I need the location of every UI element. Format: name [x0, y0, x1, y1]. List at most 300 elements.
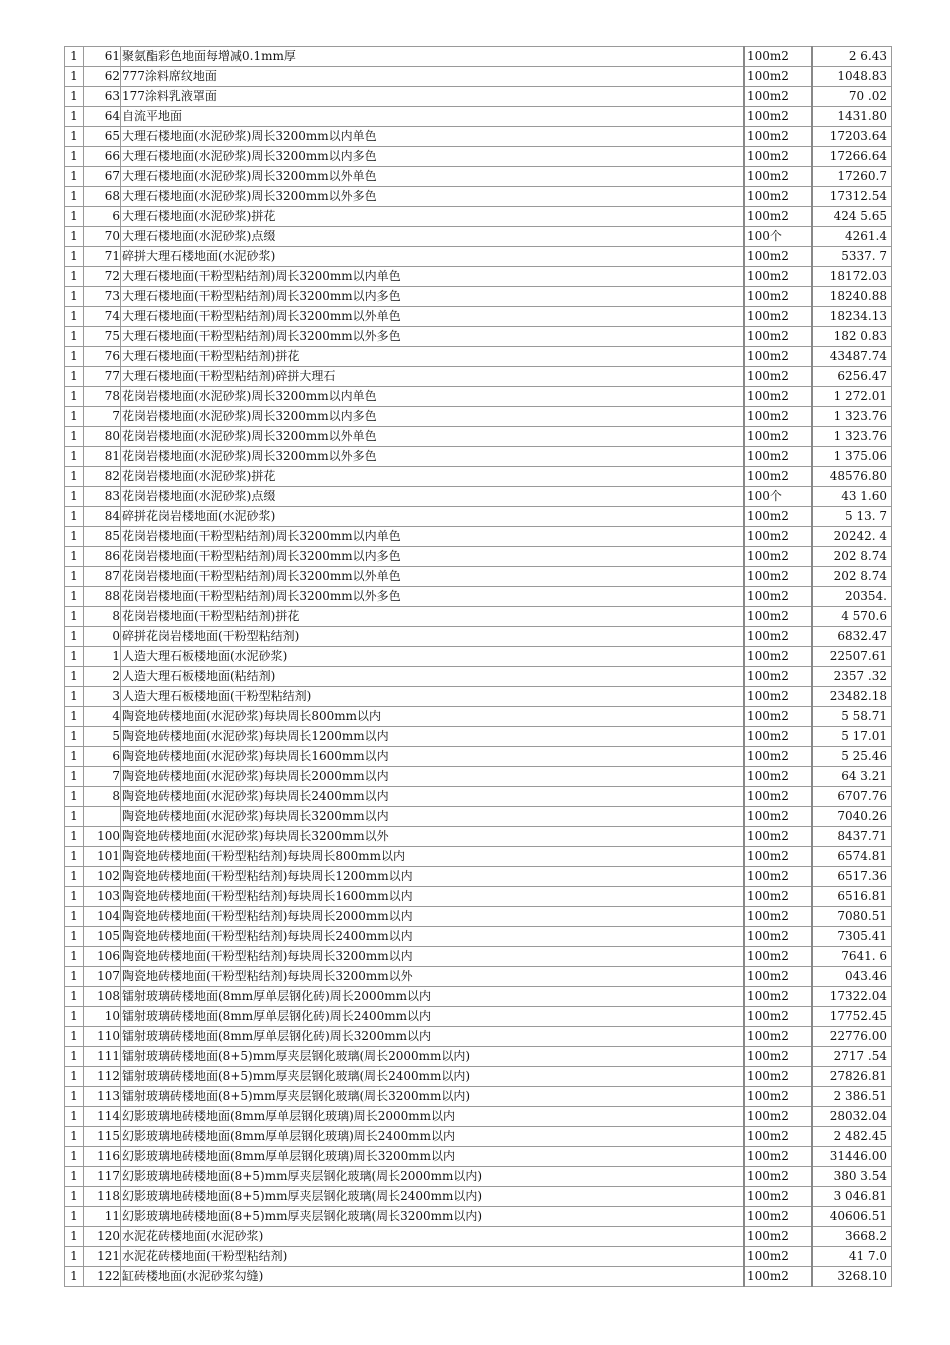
item-number-cell: 86	[84, 547, 121, 567]
price-cell: 043.46	[812, 967, 892, 987]
chapter-cell: 1	[65, 967, 84, 987]
price-cell: 22776.00	[812, 1027, 892, 1047]
item-name-cell: 碎拼花岗岩楼地面(干粉型粘结剂)	[121, 627, 745, 647]
table-row	[65, 167, 892, 187]
chapter-cell: 1	[65, 1047, 84, 1067]
item-number-cell: 0	[84, 627, 121, 647]
item-number-cell: 2	[84, 667, 121, 687]
unit-cell: 100m2	[744, 107, 812, 127]
chapter-cell: 1	[65, 1207, 84, 1227]
table-row	[65, 1247, 892, 1267]
table-row	[65, 227, 892, 247]
price-cell: 20354.	[812, 587, 892, 607]
unit-cell: 100m2	[744, 687, 812, 707]
item-number-cell: 106	[84, 947, 121, 967]
price-cell: 202 8.74	[812, 547, 892, 567]
table-row	[65, 1007, 892, 1027]
item-number-cell: 116	[84, 1147, 121, 1167]
item-name-cell: 陶瓷地砖楼地面(水泥砂浆)每块周长1200mm以内	[121, 727, 745, 747]
unit-cell: 100m2	[744, 347, 812, 367]
table-row	[65, 427, 892, 447]
unit-cell: 100m2	[744, 1227, 812, 1247]
unit-cell: 100m2	[744, 267, 812, 287]
chapter-cell: 1	[65, 427, 84, 447]
item-number-cell: 8	[84, 787, 121, 807]
price-cell: 2 386.51	[812, 1087, 892, 1107]
item-name-cell: 幻影玻璃地砖楼地面(8mm厚单层钢化玻璃)周长2400mm以内	[121, 1127, 745, 1147]
item-name-cell: 幻影玻璃地砖楼地面(8mm厚单层钢化玻璃)周长2000mm以内	[121, 1107, 745, 1127]
unit-cell: 100m2	[744, 187, 812, 207]
unit-cell: 100m2	[744, 887, 812, 907]
item-number-cell: 118	[84, 1187, 121, 1207]
item-name-cell: 大理石楼地面(干粉型粘结剂)周长3200mm以内单色	[121, 267, 745, 287]
price-cell: 380 3.54	[812, 1167, 892, 1187]
unit-cell: 100m2	[744, 927, 812, 947]
table-row	[65, 307, 892, 327]
chapter-cell: 1	[65, 247, 84, 267]
unit-cell: 100m2	[744, 1047, 812, 1067]
chapter-cell: 1	[65, 767, 84, 787]
chapter-cell: 1	[65, 1147, 84, 1167]
item-name-cell: 花岗岩楼地面(水泥砂浆)周长3200mm以外多色	[121, 447, 745, 467]
unit-cell: 100m2	[744, 587, 812, 607]
chapter-cell: 1	[65, 1067, 84, 1087]
table-row	[65, 887, 892, 907]
item-name-cell: 陶瓷地砖楼地面(干粉型粘结剂)每块周长3200mm以内	[121, 947, 745, 967]
price-cell: 18234.13	[812, 307, 892, 327]
chapter-cell: 1	[65, 207, 84, 227]
price-cell: 7040.26	[812, 807, 892, 827]
item-number-cell	[84, 807, 121, 827]
table-row	[65, 1127, 892, 1147]
table-row	[65, 1027, 892, 1047]
chapter-cell: 1	[65, 287, 84, 307]
item-number-cell: 122	[84, 1267, 121, 1287]
table-row	[65, 447, 892, 467]
item-number-cell: 110	[84, 1027, 121, 1047]
table-row	[65, 407, 892, 427]
unit-cell: 100m2	[744, 647, 812, 667]
item-number-cell: 1	[84, 647, 121, 667]
item-number-cell: 65	[84, 127, 121, 147]
item-name-cell: 花岗岩楼地面(水泥砂浆)点缀	[121, 487, 745, 507]
item-number-cell: 61	[84, 47, 121, 67]
unit-cell: 100m2	[744, 547, 812, 567]
item-number-cell: 101	[84, 847, 121, 867]
item-number-cell: 71	[84, 247, 121, 267]
table-row	[65, 1107, 892, 1127]
table-row	[65, 867, 892, 887]
unit-cell: 100个	[744, 227, 812, 247]
table-row	[65, 367, 892, 387]
price-cell: 17260.7	[812, 167, 892, 187]
table-row	[65, 67, 892, 87]
unit-cell: 100m2	[744, 1187, 812, 1207]
chapter-cell: 1	[65, 347, 84, 367]
chapter-cell: 1	[65, 827, 84, 847]
price-cell: 424 5.65	[812, 207, 892, 227]
unit-cell: 100m2	[744, 1027, 812, 1047]
price-cell: 1 323.76	[812, 407, 892, 427]
price-cell: 7080.51	[812, 907, 892, 927]
item-number-cell: 75	[84, 327, 121, 347]
item-name-cell: 人造大理石板楼地面(水泥砂浆)	[121, 647, 745, 667]
unit-cell: 100m2	[744, 47, 812, 67]
unit-cell: 100m2	[744, 1087, 812, 1107]
price-cell: 22507.61	[812, 647, 892, 667]
unit-cell: 100m2	[744, 387, 812, 407]
item-name-cell: 花岗岩楼地面(水泥砂浆)周长3200mm以外单色	[121, 427, 745, 447]
table-row	[65, 547, 892, 567]
table-row	[65, 347, 892, 367]
item-number-cell: 74	[84, 307, 121, 327]
item-name-cell: 花岗岩楼地面(干粉型粘结剂)拼花	[121, 607, 745, 627]
item-number-cell: 5	[84, 727, 121, 747]
item-name-cell: 陶瓷地砖楼地面(水泥砂浆)每块周长800mm以内	[121, 707, 745, 727]
chapter-cell: 1	[65, 807, 84, 827]
table-row	[65, 827, 892, 847]
item-number-cell: 7	[84, 407, 121, 427]
item-name-cell: 大理石楼地面(水泥砂浆)周长3200mm以内单色	[121, 127, 745, 147]
table-row	[65, 327, 892, 347]
unit-cell: 100m2	[744, 247, 812, 267]
item-name-cell: 幻影玻璃地砖楼地面(8+5)mm厚夹层钢化玻璃(周长2000mm以内)	[121, 1167, 745, 1187]
unit-cell: 100m2	[744, 1127, 812, 1147]
unit-cell: 100m2	[744, 1067, 812, 1087]
item-number-cell: 80	[84, 427, 121, 447]
item-number-cell: 11	[84, 1207, 121, 1227]
chapter-cell: 1	[65, 1027, 84, 1047]
price-cell: 6516.81	[812, 887, 892, 907]
table-row	[65, 967, 892, 987]
item-name-cell: 镭射玻璃砖楼地面(8+5)mm厚夹层钢化玻璃(周长2000mm以内)	[121, 1047, 745, 1067]
item-name-cell: 花岗岩楼地面(干粉型粘结剂)周长3200mm以内多色	[121, 547, 745, 567]
item-name-cell: 碎拼大理石楼地面(水泥砂浆)	[121, 247, 745, 267]
unit-cell: 100m2	[744, 127, 812, 147]
item-name-cell: 镭射玻璃砖楼地面(8+5)mm厚夹层钢化玻璃(周长3200mm以内)	[121, 1087, 745, 1107]
price-cell: 17266.64	[812, 147, 892, 167]
table-row	[65, 587, 892, 607]
unit-cell: 100m2	[744, 507, 812, 527]
chapter-cell: 1	[65, 1127, 84, 1147]
chapter-cell: 1	[65, 1247, 84, 1267]
item-number-cell: 4	[84, 707, 121, 727]
item-name-cell: 大理石楼地面(干粉型粘结剂)周长3200mm以外多色	[121, 327, 745, 347]
chapter-cell: 1	[65, 987, 84, 1007]
chapter-cell: 1	[65, 147, 84, 167]
item-name-cell: 陶瓷地砖楼地面(水泥砂浆)每块周长3200mm以内	[121, 807, 745, 827]
chapter-cell: 1	[65, 227, 84, 247]
unit-cell: 100m2	[744, 1207, 812, 1227]
item-number-cell: 85	[84, 527, 121, 547]
item-number-cell: 68	[84, 187, 121, 207]
price-cell: 17752.45	[812, 1007, 892, 1027]
item-number-cell: 121	[84, 1247, 121, 1267]
unit-cell: 100m2	[744, 767, 812, 787]
chapter-cell: 1	[65, 307, 84, 327]
price-cell: 64 3.21	[812, 767, 892, 787]
item-name-cell: 大理石楼地面(水泥砂浆)点缀	[121, 227, 745, 247]
item-name-cell: 幻影玻璃地砖楼地面(8+5)mm厚夹层钢化玻璃(周长2400mm以内)	[121, 1187, 745, 1207]
table-row	[65, 507, 892, 527]
price-cell: 48576.80	[812, 467, 892, 487]
price-cell: 18172.03	[812, 267, 892, 287]
chapter-cell: 1	[65, 1227, 84, 1247]
table-row	[65, 147, 892, 167]
item-name-cell: 人造大理石板楼地面(干粉型粘结剂)	[121, 687, 745, 707]
unit-cell: 100m2	[744, 167, 812, 187]
item-name-cell: 陶瓷地砖楼地面(干粉型粘结剂)每块周长2400mm以内	[121, 927, 745, 947]
table-row	[65, 727, 892, 747]
table-row	[65, 1227, 892, 1247]
item-number-cell: 73	[84, 287, 121, 307]
price-cell: 1 375.06	[812, 447, 892, 467]
table-row	[65, 267, 892, 287]
chapter-cell: 1	[65, 787, 84, 807]
chapter-cell: 1	[65, 647, 84, 667]
price-cell: 1048.83	[812, 67, 892, 87]
table-row	[65, 1267, 892, 1287]
unit-cell: 100m2	[744, 867, 812, 887]
unit-cell: 100m2	[744, 67, 812, 87]
chapter-cell: 1	[65, 467, 84, 487]
price-cell: 17203.64	[812, 127, 892, 147]
price-cell: 5337. 7	[812, 247, 892, 267]
chapter-cell: 1	[65, 1167, 84, 1187]
quota-table-body	[65, 47, 892, 1287]
unit-cell: 100m2	[744, 287, 812, 307]
item-name-cell: 大理石楼地面(干粉型粘结剂)周长3200mm以内多色	[121, 287, 745, 307]
unit-cell: 100m2	[744, 447, 812, 467]
quota-table	[64, 46, 892, 1287]
unit-cell: 100m2	[744, 607, 812, 627]
item-name-cell: 镭射玻璃砖楼地面(8mm厚单层钢化砖)周长3200mm以内	[121, 1027, 745, 1047]
unit-cell: 100m2	[744, 467, 812, 487]
unit-cell: 100m2	[744, 667, 812, 687]
unit-cell: 100m2	[744, 567, 812, 587]
chapter-cell: 1	[65, 887, 84, 907]
table-row	[65, 607, 892, 627]
table-row	[65, 567, 892, 587]
item-name-cell: 大理石楼地面(水泥砂浆)周长3200mm以外多色	[121, 187, 745, 207]
unit-cell: 100m2	[744, 627, 812, 647]
table-row	[65, 787, 892, 807]
chapter-cell: 1	[65, 1267, 84, 1287]
item-name-cell: 花岗岩楼地面(水泥砂浆)周长3200mm以内多色	[121, 407, 745, 427]
table-row	[65, 807, 892, 827]
unit-cell: 100m2	[744, 87, 812, 107]
item-name-cell: 花岗岩楼地面(水泥砂浆)拼花	[121, 467, 745, 487]
price-cell: 182 0.83	[812, 327, 892, 347]
price-cell: 5 25.46	[812, 747, 892, 767]
item-number-cell: 8	[84, 607, 121, 627]
table-row	[65, 387, 892, 407]
item-number-cell: 83	[84, 487, 121, 507]
price-cell: 27826.81	[812, 1067, 892, 1087]
table-row	[65, 767, 892, 787]
item-number-cell: 105	[84, 927, 121, 947]
chapter-cell: 1	[65, 367, 84, 387]
unit-cell: 100m2	[744, 427, 812, 447]
item-number-cell: 117	[84, 1167, 121, 1187]
chapter-cell: 1	[65, 1107, 84, 1127]
chapter-cell: 1	[65, 1007, 84, 1027]
unit-cell: 100m2	[744, 987, 812, 1007]
item-name-cell: 777涂料席纹地面	[121, 67, 745, 87]
price-cell: 4261.4	[812, 227, 892, 247]
unit-cell: 100m2	[744, 407, 812, 427]
price-cell: 202 8.74	[812, 567, 892, 587]
unit-cell: 100m2	[744, 147, 812, 167]
chapter-cell: 1	[65, 47, 84, 67]
item-name-cell: 陶瓷地砖楼地面(干粉型粘结剂)每块周长2000mm以内	[121, 907, 745, 927]
table-row	[65, 247, 892, 267]
item-number-cell: 104	[84, 907, 121, 927]
item-number-cell: 66	[84, 147, 121, 167]
item-number-cell: 67	[84, 167, 121, 187]
chapter-cell: 1	[65, 727, 84, 747]
item-number-cell: 114	[84, 1107, 121, 1127]
price-cell: 2 6.43	[812, 47, 892, 67]
unit-cell: 100m2	[744, 1107, 812, 1127]
item-name-cell: 幻影玻璃地砖楼地面(8mm厚单层钢化玻璃)周长3200mm以内	[121, 1147, 745, 1167]
item-name-cell: 镭射玻璃砖楼地面(8mm厚单层钢化砖)周长2000mm以内	[121, 987, 745, 1007]
table-row	[65, 1207, 892, 1227]
item-number-cell: 120	[84, 1227, 121, 1247]
price-cell: 7641. 6	[812, 947, 892, 967]
item-name-cell: 人造大理石板楼地面(粘结剂)	[121, 667, 745, 687]
price-cell: 6832.47	[812, 627, 892, 647]
item-number-cell: 107	[84, 967, 121, 987]
chapter-cell: 1	[65, 127, 84, 147]
unit-cell: 100m2	[744, 967, 812, 987]
table-row	[65, 1147, 892, 1167]
item-number-cell: 6	[84, 747, 121, 767]
price-cell: 2357 .32	[812, 667, 892, 687]
chapter-cell: 1	[65, 407, 84, 427]
unit-cell: 100m2	[744, 527, 812, 547]
chapter-cell: 1	[65, 167, 84, 187]
price-cell: 3268.10	[812, 1267, 892, 1287]
chapter-cell: 1	[65, 327, 84, 347]
unit-cell: 100m2	[744, 707, 812, 727]
price-cell: 70 .02	[812, 87, 892, 107]
unit-cell: 100m2	[744, 1267, 812, 1287]
price-cell: 18240.88	[812, 287, 892, 307]
unit-cell: 100m2	[744, 727, 812, 747]
chapter-cell: 1	[65, 1187, 84, 1207]
item-name-cell: 自流平地面	[121, 107, 745, 127]
chapter-cell: 1	[65, 627, 84, 647]
item-number-cell: 3	[84, 687, 121, 707]
price-cell: 17312.54	[812, 187, 892, 207]
table-row	[65, 1167, 892, 1187]
unit-cell: 100m2	[744, 1167, 812, 1187]
table-row	[65, 927, 892, 947]
price-cell: 31446.00	[812, 1147, 892, 1167]
item-number-cell: 87	[84, 567, 121, 587]
item-number-cell: 82	[84, 467, 121, 487]
price-cell: 43487.74	[812, 347, 892, 367]
item-name-cell: 水泥花砖楼地面(干粉型粘结剂)	[121, 1247, 745, 1267]
item-name-cell: 水泥花砖楼地面(水泥砂浆)	[121, 1227, 745, 1247]
chapter-cell: 1	[65, 587, 84, 607]
price-cell: 1 272.01	[812, 387, 892, 407]
table-row	[65, 687, 892, 707]
item-name-cell: 陶瓷地砖楼地面(水泥砂浆)每块周长1600mm以内	[121, 747, 745, 767]
table-row	[65, 527, 892, 547]
price-cell: 6707.76	[812, 787, 892, 807]
item-name-cell: 大理石楼地面(水泥砂浆)周长3200mm以内多色	[121, 147, 745, 167]
item-number-cell: 113	[84, 1087, 121, 1107]
item-number-cell: 115	[84, 1127, 121, 1147]
item-number-cell: 111	[84, 1047, 121, 1067]
unit-cell: 100m2	[744, 1247, 812, 1267]
item-name-cell: 大理石楼地面(水泥砂浆)周长3200mm以外单色	[121, 167, 745, 187]
chapter-cell: 1	[65, 747, 84, 767]
item-name-cell: 花岗岩楼地面(干粉型粘结剂)周长3200mm以外单色	[121, 567, 745, 587]
table-row	[65, 847, 892, 867]
unit-cell: 100个	[744, 487, 812, 507]
item-number-cell: 77	[84, 367, 121, 387]
table-row	[65, 667, 892, 687]
item-number-cell: 88	[84, 587, 121, 607]
unit-cell: 100m2	[744, 907, 812, 927]
unit-cell: 100m2	[744, 307, 812, 327]
chapter-cell: 1	[65, 867, 84, 887]
price-cell: 20242. 4	[812, 527, 892, 547]
price-cell: 28032.04	[812, 1107, 892, 1127]
unit-cell: 100m2	[744, 847, 812, 867]
item-name-cell: 177涂料乳液罩面	[121, 87, 745, 107]
unit-cell: 100m2	[744, 1147, 812, 1167]
price-cell: 43 1.60	[812, 487, 892, 507]
item-name-cell: 大理石楼地面(水泥砂浆)拼花	[121, 207, 745, 227]
price-cell: 41 7.0	[812, 1247, 892, 1267]
item-name-cell: 陶瓷地砖楼地面(干粉型粘结剂)每块周长1200mm以内	[121, 867, 745, 887]
table-row	[65, 1067, 892, 1087]
unit-cell: 100m2	[744, 207, 812, 227]
item-name-cell: 缸砖楼地面(水泥砂浆勾缝)	[121, 1267, 745, 1287]
item-number-cell: 64	[84, 107, 121, 127]
unit-cell: 100m2	[744, 827, 812, 847]
price-cell: 5 13. 7	[812, 507, 892, 527]
unit-cell: 100m2	[744, 947, 812, 967]
item-number-cell: 102	[84, 867, 121, 887]
item-name-cell: 幻影玻璃地砖楼地面(8+5)mm厚夹层钢化玻璃(周长3200mm以内)	[121, 1207, 745, 1227]
item-number-cell: 81	[84, 447, 121, 467]
chapter-cell: 1	[65, 607, 84, 627]
table-row	[65, 1087, 892, 1107]
chapter-cell: 1	[65, 687, 84, 707]
item-name-cell: 大理石楼地面(干粉型粘结剂)拼花	[121, 347, 745, 367]
price-cell: 4 570.6	[812, 607, 892, 627]
chapter-cell: 1	[65, 667, 84, 687]
item-number-cell: 112	[84, 1067, 121, 1087]
table-row	[65, 287, 892, 307]
chapter-cell: 1	[65, 907, 84, 927]
item-name-cell: 花岗岩楼地面(干粉型粘结剂)周长3200mm以内单色	[121, 527, 745, 547]
table-row	[65, 207, 892, 227]
item-name-cell: 花岗岩楼地面(干粉型粘结剂)周长3200mm以外多色	[121, 587, 745, 607]
item-name-cell: 聚氨酯彩色地面每增减0.1mm厚	[121, 47, 745, 67]
table-row	[65, 127, 892, 147]
chapter-cell: 1	[65, 947, 84, 967]
item-name-cell: 大理石楼地面(干粉型粘结剂)碎拼大理石	[121, 367, 745, 387]
price-cell: 6574.81	[812, 847, 892, 867]
price-cell: 1 323.76	[812, 427, 892, 447]
price-cell: 3668.2	[812, 1227, 892, 1247]
